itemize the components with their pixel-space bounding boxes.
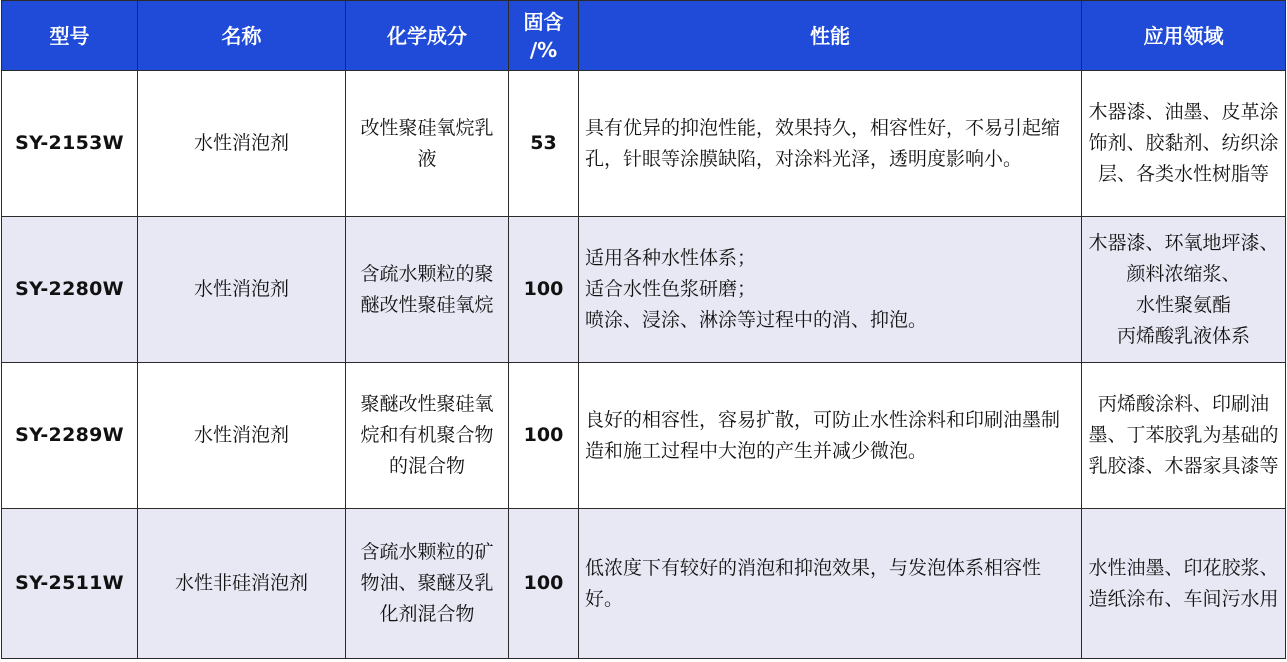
composition-text: 聚醚改性聚硅氧烷和有机聚合物的混合物 [360,393,494,477]
performance-text: 低浓度下有较好的消泡和抑泡效果，与发泡体系相容性好。 [585,556,1042,610]
header-performance: 性能 [579,1,1082,71]
product-table [1,0,1286,659]
cell-performance [579,71,1082,217]
cell-solid-content: 100 [509,217,579,363]
header-composition: 化学成分 [346,1,509,71]
table-row [2,363,1286,509]
cell-solid-content: 100 [509,363,579,509]
header-application: 应用领域 [1082,1,1286,71]
cell-solid-content: 100 [509,509,579,659]
performance-text: 具有优异的抑泡性能，效果持久，相容性好，不易引起缩孔，针眼等涂膜缺陷，对涂料光泽，透明度影响小。 [585,116,1061,170]
table-row [2,71,1286,217]
cell-application [1082,363,1286,509]
header-row [2,1,1286,71]
cell-name: 水性非硅消泡剂 [138,509,346,659]
cell-composition [346,217,509,363]
table-row [2,217,1286,363]
application-text: 水性油墨、印花胶浆、造纸涂布、车间污水用 [1088,556,1279,610]
cell-model: SY-2289W [2,363,138,509]
application-text: 木器漆、油墨、皮革涂饰剂、胶黏剂、纺织涂层、各类水性树脂等 [1088,101,1279,185]
table-body [2,71,1286,659]
cell-composition [346,509,509,659]
cell-solid-content: 53 [509,71,579,217]
header-model: 型号 [2,1,138,71]
application-text: 丙烯酸涂料、印刷油墨、丁苯胶乳为基础的乳胶漆、木器家具漆等 [1088,393,1279,477]
cell-composition [346,363,509,509]
performance-text: 适用各种水性体系； 适合水性色浆研磨； 喷涂、浸涂、淋涂等过程中的消、抑泡。 [585,247,928,331]
cell-performance [579,509,1082,659]
cell-name: 水性消泡剂 [138,363,346,509]
table-header [2,1,1286,71]
cell-name: 水性消泡剂 [138,217,346,363]
cell-model: SY-2511W [2,509,138,659]
cell-composition [346,71,509,217]
cell-model: SY-2280W [2,217,138,363]
composition-text: 改性聚硅氧烷乳液 [360,116,494,170]
cell-application [1082,217,1286,363]
header-solid-content: 固含 /% [509,1,579,71]
cell-performance [579,217,1082,363]
header-name: 名称 [138,1,346,71]
application-text: 木器漆、环氧地坪漆、颜料浓缩浆、 水性聚氨酯 丙烯酸乳液体系 [1088,231,1279,347]
cell-name: 水性消泡剂 [138,71,346,217]
cell-performance [579,363,1082,509]
composition-text: 含疏水颗粒的矿物油、聚醚及乳化剂混合物 [360,541,494,625]
cell-application [1082,71,1286,217]
performance-text: 良好的相容性，容易扩散，可防止水性涂料和印刷油墨制造和施工过程中大泡的产生并减少微泡。 [585,408,1061,462]
table-row [2,509,1286,659]
cell-model: SY-2153W [2,71,138,217]
composition-text: 含疏水颗粒的聚醚改性聚硅氧烷 [360,262,494,316]
cell-application [1082,509,1286,659]
